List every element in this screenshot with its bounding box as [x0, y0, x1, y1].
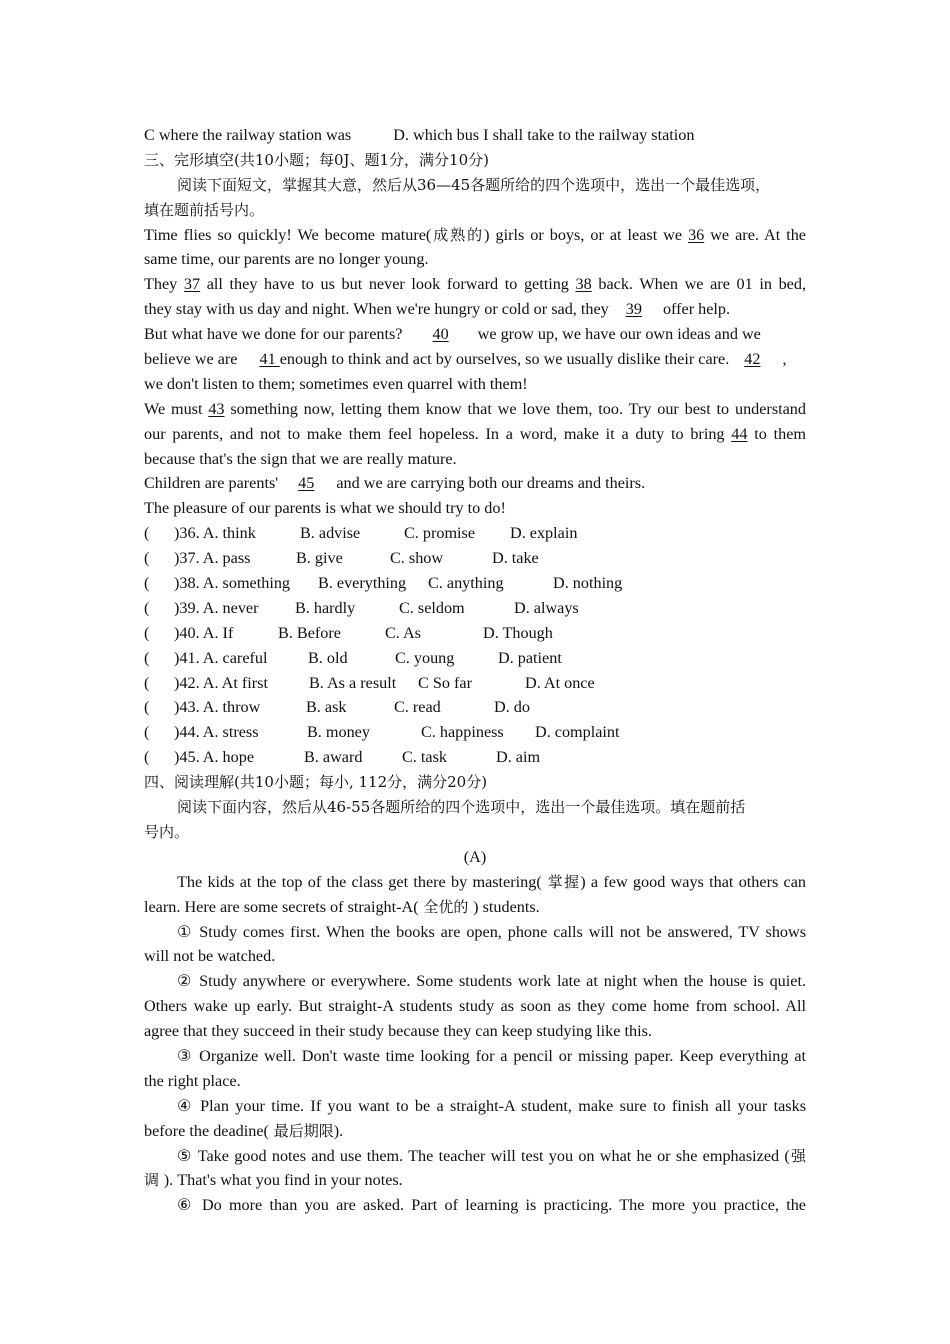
question-list [144, 521, 806, 770]
option-b: B. As a result [309, 673, 397, 692]
exam-page [144, 123, 806, 1218]
option-a: )37. A. pass [174, 549, 251, 568]
answer-paren[interactable]: ( [144, 598, 150, 617]
option-c: C. task [402, 748, 447, 767]
reading-line: learn. Here are some secrets of straight-A( 全优的 ) students. [144, 897, 540, 916]
reading-line: Others wake up early. But straight-A students study as soon as they come home from school. All [144, 997, 806, 1016]
option-d: D. aim [496, 748, 541, 767]
answer-paren[interactable]: ( [144, 524, 150, 543]
answer-paren[interactable]: ( [144, 748, 150, 767]
blank-39: 39 [625, 300, 642, 319]
option-d: D. always [514, 598, 579, 617]
blank-41: 41 [259, 350, 280, 369]
question-row [144, 720, 806, 745]
question-row [144, 546, 806, 571]
option-d: D. nothing [553, 574, 623, 593]
option-a: )36. A. think [174, 524, 256, 543]
cloze-line: We must 43 something now, letting them know that we love them, too. Try our best to understand [144, 399, 806, 418]
question-row [144, 671, 806, 696]
option-d: D. which bus I shall take to the railway station [393, 126, 695, 144]
section4-heading: 四、阅读理解(共10小题；每小, 112分，满分20分) [144, 773, 488, 792]
blank-38: 38 [575, 275, 592, 294]
option-c: C. happiness [421, 723, 504, 742]
option-b: B. money [307, 723, 370, 742]
cloze-line: because that's the sign that we are really mature. [144, 449, 457, 468]
blank-36: 36 [688, 225, 705, 244]
reading-line: ② Study anywhere or everywhere. Some students work late at night when the house is quiet. [177, 972, 806, 991]
section3-instruction-cont: 填在题前括号内。 [144, 200, 265, 219]
option-b: B. hardly [295, 598, 356, 617]
section3-instruction: 阅读下面短文，掌握其大意，然后从36—45各题所给的四个选项中，选出一个最佳选项， [177, 175, 771, 194]
reading-line: ④ Plan your time. If you want to be a straight-A student, make sure to finish all your tasks [177, 1096, 806, 1115]
blank-37: 37 [183, 275, 201, 294]
cloze-line: The pleasure of our parents is what we should try to do! [144, 499, 506, 518]
cloze-line: our parents, and not to make them feel hopeless. In a word, make it a duty to bring 44 to them [144, 424, 807, 443]
reading-line: ③ Organize well. Don't waste time looking for a pencil or missing paper. Keep everything at [177, 1046, 806, 1065]
option-c: C. young [395, 648, 455, 667]
reading-line: ① Study comes first. When the books are open, phone calls will not be answered, TV shows [177, 922, 806, 941]
answer-paren[interactable]: ( [144, 673, 150, 692]
option-c: C where the railway station was [144, 126, 352, 144]
option-a: )39. A. never [174, 598, 259, 617]
section4-instruction-cont: 号内。 [144, 822, 190, 841]
option-c: C. read [394, 698, 441, 717]
cloze-line: Time flies so quickly! We become mature(成熟的) girls or boys, or at least we 36 we are. At the [144, 225, 806, 244]
option-c: C. seldom [399, 598, 465, 617]
question-row [144, 646, 806, 671]
cloze-line: But what have we done for our parents? 40 we grow up, we have our own ideas and we [144, 325, 761, 344]
answer-paren[interactable]: ( [144, 623, 150, 642]
option-c: C. anything [428, 574, 504, 593]
option-b: B. everything [318, 574, 407, 593]
question-row [144, 695, 806, 720]
reading-line: will not be watched. [144, 947, 276, 966]
cloze-line: same time, our parents are no longer young. [144, 250, 429, 269]
option-d: D. Though [483, 623, 553, 642]
option-c: C So far [418, 673, 472, 692]
section4-instruction: 阅读下面内容，然后从46-55各题所给的四个选项中，选出一个最佳选项。填在题前括 [177, 798, 746, 817]
option-d: D. patient [498, 648, 562, 667]
reading-line: ⑤ Take good notes and use them. The teacher will test you on what he or she emphasized (强 [177, 1146, 806, 1165]
option-b: B. advise [300, 524, 361, 543]
reading-line: agree that they succeed in their study because they can keep studying like this. [144, 1022, 652, 1041]
option-d: D. complaint [535, 723, 620, 742]
passage-title: (A) [463, 847, 487, 866]
option-b: B. old [308, 648, 348, 667]
option-a: )42. A. At first [174, 673, 268, 692]
blank-44: 44 [731, 424, 748, 443]
blank-40: 40 [432, 325, 449, 344]
reading-line: The kids at the top of the class get there by mastering( 掌握) a few good ways that others can [177, 872, 807, 891]
blank-42: 42 [744, 350, 761, 369]
option-d: D. At once [525, 673, 595, 692]
cloze-line: believe we are 41 enough to think and act by ourselves, so we usually dislike their care. 42 , [144, 350, 787, 369]
answer-paren[interactable]: ( [144, 723, 150, 742]
question-row [144, 745, 806, 770]
option-a: )44. A. stress [174, 723, 259, 742]
question-row [144, 521, 806, 546]
answer-paren[interactable]: ( [144, 698, 150, 717]
question-row [144, 571, 806, 596]
option-d: D. do [494, 698, 530, 717]
option-b: B. give [296, 549, 343, 568]
option-a: )41. A. careful [174, 648, 268, 667]
cloze-line: we don't listen to them; sometimes even quarrel with them! [144, 374, 528, 393]
blank-45: 45 [298, 474, 315, 493]
reading-line: before the deadine( 最后期限). [144, 1121, 344, 1140]
option-b: B. Before [278, 623, 341, 642]
option-d: D. take [492, 549, 539, 568]
question-row [144, 621, 806, 646]
reading-line: the right place. [144, 1071, 241, 1090]
option-c: C. show [390, 549, 444, 568]
section3-heading: 三、完形填空(共10小题；每0J、题1分，满分10分) [144, 150, 489, 169]
question-row [144, 596, 806, 621]
option-d: D. explain [510, 524, 578, 543]
blank-43: 43 [208, 399, 225, 418]
option-b: B. award [304, 748, 363, 767]
cloze-line: Children are parents' 45 and we are carrying both our dreams and theirs. [144, 474, 646, 493]
option-line [144, 123, 806, 148]
option-c: C. promise [404, 524, 476, 543]
option-c: C. As [385, 623, 421, 642]
reading-line: ⑥ Do more than you are asked. Part of learning is practicing. The more you practice, the [177, 1196, 806, 1215]
option-b: B. ask [306, 698, 347, 717]
cloze-line: they stay with us day and night. When we're hungry or cold or sad, they 39 offer help. [144, 300, 731, 319]
cloze-line: They 37 all they have to us but never look forward to getting 38 back. When we are 01 in bed, [144, 275, 806, 294]
answer-paren[interactable]: ( [144, 648, 150, 667]
option-a: )43. A. throw [174, 698, 261, 717]
option-a: )45. A. hope [174, 748, 255, 767]
answer-paren[interactable]: ( [144, 574, 150, 593]
reading-line: 调 ). That's what you find in your notes. [144, 1171, 403, 1190]
option-a: )40. A. If [174, 623, 234, 642]
answer-paren[interactable]: ( [144, 549, 150, 568]
option-a: )38. A. something [174, 574, 291, 593]
